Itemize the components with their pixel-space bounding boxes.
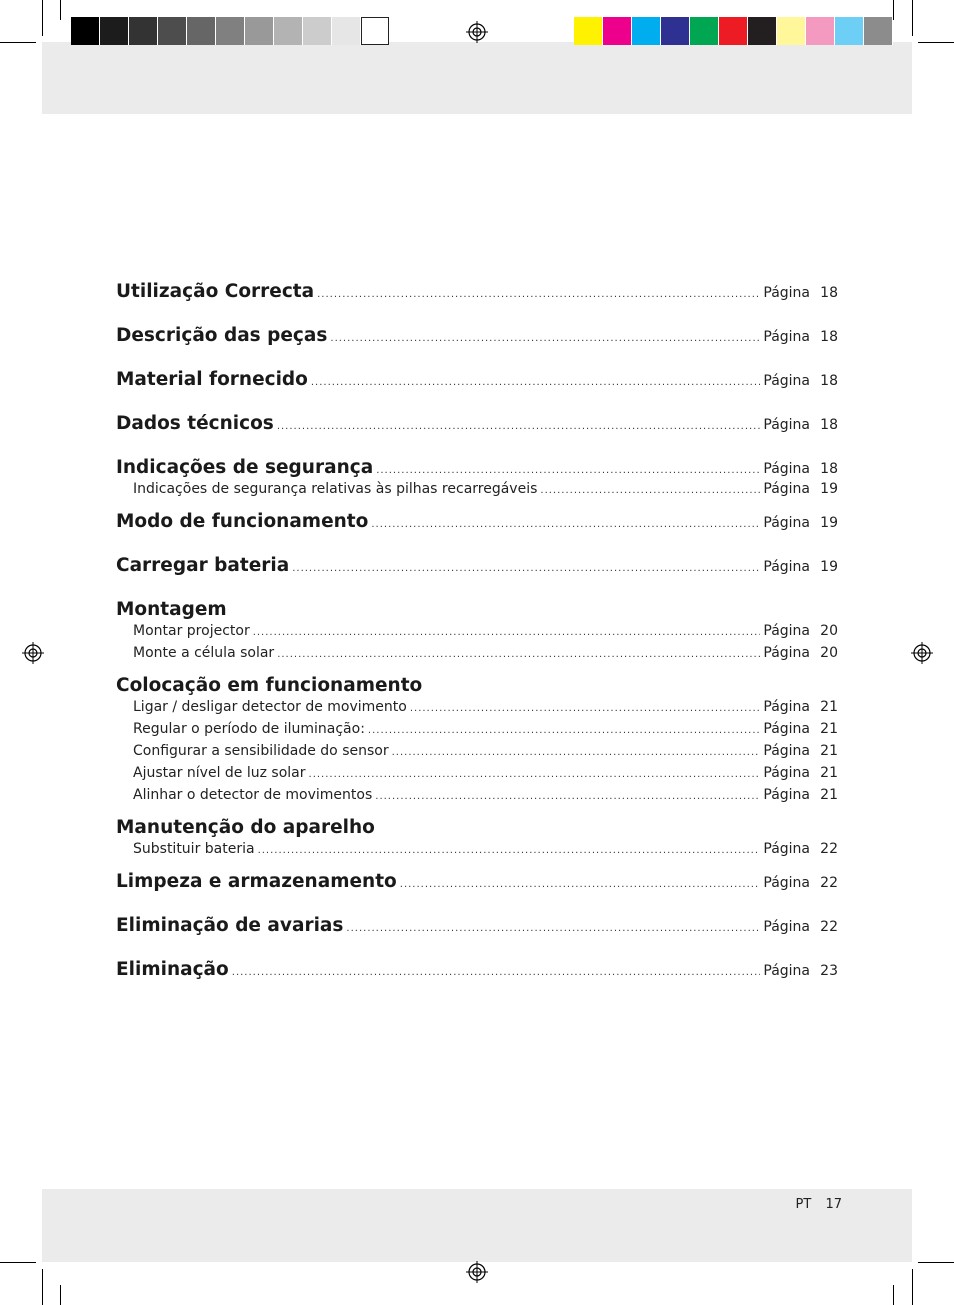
color-swatch xyxy=(661,17,690,45)
toc-entry[interactable] xyxy=(116,270,838,314)
toc-subentry[interactable] xyxy=(116,718,838,740)
dot-leader xyxy=(317,273,760,317)
dot-leader xyxy=(410,698,761,720)
toc-section-heading: Colocação em funcionamento xyxy=(116,675,423,696)
color-swatch xyxy=(864,17,893,45)
toc-subentry[interactable] xyxy=(116,642,838,664)
page-footer xyxy=(786,1197,842,1212)
color-swatch xyxy=(748,17,777,45)
page-label: Página xyxy=(763,787,810,803)
page-label: Página xyxy=(763,875,810,891)
page-label: Página xyxy=(763,417,810,433)
toc-page-number: 20 xyxy=(820,645,838,661)
toc-entry-title: Carregar bateria xyxy=(116,555,290,576)
crop-mark xyxy=(60,1285,61,1305)
toc-subentry[interactable] xyxy=(116,620,838,642)
toc-entry-title: Alinhar o detector de movimentos xyxy=(133,787,373,803)
toc-page-number: 19 xyxy=(820,481,838,497)
page-label: Página xyxy=(763,559,810,575)
crop-mark xyxy=(918,42,954,43)
color-swatch xyxy=(71,17,100,45)
toc-entry-title: Montar projector xyxy=(133,623,250,639)
dot-leader xyxy=(258,840,761,862)
toc-entry[interactable] xyxy=(116,860,838,904)
dot-leader xyxy=(400,863,761,907)
crop-mark xyxy=(0,1262,36,1263)
page-label: Página xyxy=(763,963,810,979)
crop-mark xyxy=(893,1285,894,1305)
color-swatch xyxy=(632,17,661,45)
dot-leader xyxy=(232,951,761,995)
toc-entry-title: Limpeza e armazenamento xyxy=(116,871,397,892)
toc-entry-title: Ajustar nível de luz solar xyxy=(133,765,306,781)
dot-leader xyxy=(368,720,760,742)
toc-entry[interactable] xyxy=(116,402,838,446)
color-swatch xyxy=(332,17,361,45)
dot-leader xyxy=(309,764,761,786)
registration-mark-icon xyxy=(466,21,488,43)
color-swatch xyxy=(216,17,245,45)
toc-entry[interactable] xyxy=(116,544,838,588)
color-swatch xyxy=(806,17,835,45)
toc-page-number: 20 xyxy=(820,623,838,639)
page-label: Página xyxy=(763,645,810,661)
toc-page-number: 18 xyxy=(820,461,838,477)
page-label: Página xyxy=(763,329,810,345)
toc-entry[interactable] xyxy=(116,500,838,544)
toc-entry-title: Modo de funcionamento xyxy=(116,511,369,532)
crop-mark xyxy=(893,0,894,20)
dot-leader xyxy=(540,480,760,502)
toc-page-number: 19 xyxy=(820,515,838,531)
page-label: Página xyxy=(763,919,810,935)
toc-entry-title: Monte a célula solar xyxy=(133,645,275,661)
page-label: Página xyxy=(763,623,810,639)
toc-entry-title: Utilização Correcta xyxy=(116,281,315,302)
toc-subentry[interactable] xyxy=(116,478,838,500)
page-label: Página xyxy=(763,481,810,497)
toc-page-number: 21 xyxy=(820,743,838,759)
toc-entry-title: Substituir bateria xyxy=(133,841,255,857)
color-swatch xyxy=(719,17,748,45)
toc-entry-title: Material fornecido xyxy=(116,369,308,390)
color-swatch xyxy=(245,17,274,45)
dot-leader xyxy=(253,622,761,644)
footer-band xyxy=(42,1189,912,1262)
page-number: 17 xyxy=(825,1197,842,1212)
toc-entry[interactable] xyxy=(116,358,838,402)
registration-mark-icon xyxy=(22,642,44,664)
header-band xyxy=(42,42,912,114)
crop-mark xyxy=(42,1269,43,1305)
toc-page-number: 18 xyxy=(820,417,838,433)
toc-entry-title: Descrição das peças xyxy=(116,325,328,346)
color-swatch xyxy=(690,17,719,45)
toc-page-number: 22 xyxy=(820,841,838,857)
table-of-contents xyxy=(116,270,838,992)
crop-mark xyxy=(60,0,61,20)
toc-entry-title: Indicações de segurança xyxy=(116,457,374,478)
toc-page-number: 19 xyxy=(820,559,838,575)
registration-mark-icon xyxy=(911,642,933,664)
page-label: Página xyxy=(763,721,810,737)
toc-page-number: 22 xyxy=(820,919,838,935)
dot-leader xyxy=(277,644,760,666)
toc-page-number: 21 xyxy=(820,787,838,803)
process-color-bar xyxy=(574,17,893,46)
dot-leader xyxy=(330,317,760,361)
crop-mark xyxy=(0,42,36,43)
page-label: Página xyxy=(763,285,810,301)
toc-subentry[interactable] xyxy=(116,762,838,784)
crop-mark xyxy=(912,0,913,36)
toc-section-heading: Manutenção do aparelho xyxy=(116,817,375,838)
page-label: Página xyxy=(763,841,810,857)
toc-page-number: 21 xyxy=(820,721,838,737)
dot-leader xyxy=(371,503,760,547)
dot-leader xyxy=(346,907,760,951)
dot-leader xyxy=(392,742,761,764)
color-swatch xyxy=(574,17,603,45)
dot-leader xyxy=(277,405,761,449)
grayscale-color-bar xyxy=(71,17,389,46)
color-swatch xyxy=(100,17,129,45)
toc-entry-title: Eliminação de avarias xyxy=(116,915,344,936)
language-code: PT xyxy=(795,1197,812,1212)
color-swatch xyxy=(361,17,389,45)
toc-subentry[interactable] xyxy=(116,740,838,762)
color-swatch xyxy=(777,17,806,45)
toc-section-heading: Montagem xyxy=(116,599,227,620)
color-swatch xyxy=(129,17,158,45)
toc-page-number: 21 xyxy=(820,765,838,781)
toc-entry[interactable] xyxy=(116,904,838,948)
toc-entry-title: Eliminação xyxy=(116,959,229,980)
dot-leader xyxy=(292,547,760,591)
toc-entry-title: Regular o período de iluminação: xyxy=(133,721,365,737)
dot-leader xyxy=(311,361,761,405)
crop-mark xyxy=(918,1262,954,1263)
dot-leader xyxy=(375,786,760,808)
page-label: Página xyxy=(763,699,810,715)
toc-entry-title: Indicações de segurança relativas às pilhas recarregáveis xyxy=(133,481,538,497)
toc-page-number: 23 xyxy=(820,963,838,979)
page-label: Página xyxy=(763,461,810,477)
registration-mark-icon xyxy=(466,1261,488,1283)
toc-entry-title: Ligar / desligar detector de movimento xyxy=(133,699,407,715)
color-swatch xyxy=(274,17,303,45)
color-swatch xyxy=(603,17,632,45)
toc-page-number: 18 xyxy=(820,285,838,301)
page-label: Página xyxy=(763,743,810,759)
toc-subentry[interactable] xyxy=(116,696,838,718)
page-label: Página xyxy=(763,765,810,781)
color-swatch xyxy=(187,17,216,45)
toc-page-number: 22 xyxy=(820,875,838,891)
crop-mark xyxy=(912,1269,913,1305)
toc-entry-title: Configurar a sensibilidade do sensor xyxy=(133,743,389,759)
toc-subentry[interactable] xyxy=(116,838,838,860)
toc-entry[interactable] xyxy=(116,314,838,358)
crop-mark xyxy=(42,0,43,36)
toc-page-number: 18 xyxy=(820,329,838,345)
color-swatch xyxy=(835,17,864,45)
toc-page-number: 18 xyxy=(820,373,838,389)
page-label: Página xyxy=(763,515,810,531)
toc-page-number: 21 xyxy=(820,699,838,715)
toc-entry[interactable] xyxy=(116,948,838,992)
color-swatch xyxy=(303,17,332,45)
toc-subentry[interactable] xyxy=(116,784,838,806)
color-swatch xyxy=(158,17,187,45)
toc-entry-title: Dados técnicos xyxy=(116,413,274,434)
page-label: Página xyxy=(763,373,810,389)
